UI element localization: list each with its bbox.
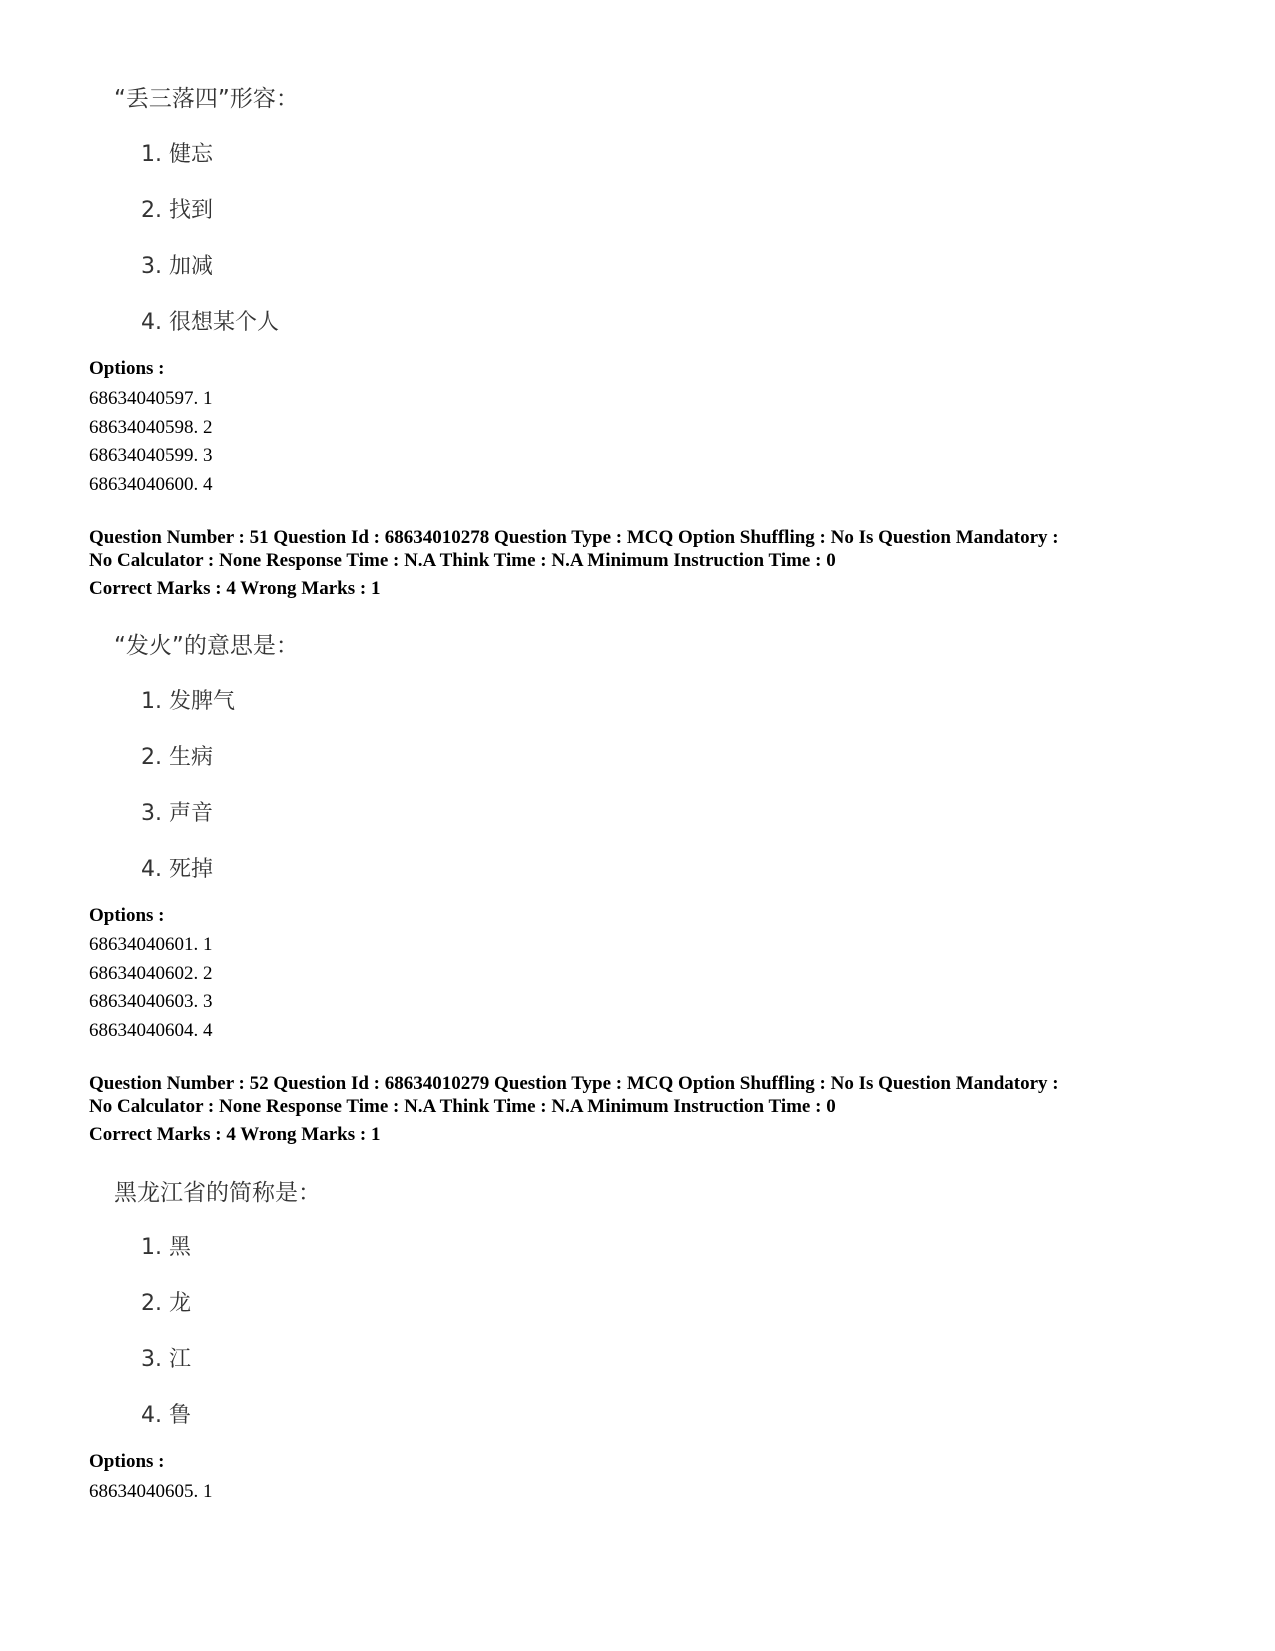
choice-item: 2. 龙 xyxy=(141,1291,191,1316)
choice-item: 3. 江 xyxy=(141,1347,191,1372)
choice-item: 3. 加减 xyxy=(141,254,213,279)
question-meta-line: No Calculator : None Response Time : N.A Think Time : N.A Minimum Instruction Time : 0 xyxy=(89,550,836,571)
question-meta-line: Question Number : 51 Question Id : 68634010278 Question Type : MCQ Option Shuffling : No Is Question Mandatory : xyxy=(89,527,1059,548)
choice-item: 3. 声音 xyxy=(141,801,213,826)
choice-item: 4. 鲁 xyxy=(141,1403,191,1428)
option-line: 68634040601. 1 xyxy=(89,934,213,955)
options-list xyxy=(89,1478,213,1507)
question-marks: Correct Marks : 4 Wrong Marks : 1 xyxy=(89,1124,381,1145)
question-marks: Correct Marks : 4 Wrong Marks : 1 xyxy=(89,578,381,599)
choice-item: 1. 健忘 xyxy=(141,142,213,167)
option-line: 68634040599. 3 xyxy=(89,445,213,466)
choice-item: 4. 很想某个人 xyxy=(141,310,279,335)
question-meta-line: No Calculator : None Response Time : N.A Think Time : N.A Minimum Instruction Time : 0 xyxy=(89,1096,836,1117)
option-line: 68634040600. 4 xyxy=(89,473,213,495)
option-line: 68634040603. 3 xyxy=(89,991,213,1012)
options-list xyxy=(89,385,213,499)
question-meta xyxy=(89,526,1059,572)
options-label: Options : xyxy=(89,358,165,379)
option-line: 68634040604. 4 xyxy=(89,1019,213,1041)
options-list xyxy=(89,931,213,1045)
question-meta-line: Question Number : 52 Question Id : 68634010279 Question Type : MCQ Option Shuffling : No Is Question Mandatory : xyxy=(89,1073,1059,1094)
options-label: Options : xyxy=(89,1451,165,1472)
option-line: 68634040605. 1 xyxy=(89,1481,213,1502)
choice-item: 1. 黑 xyxy=(141,1235,191,1260)
option-line: 68634040602. 2 xyxy=(89,962,213,984)
question-text: 黑龙江省的简称是： xyxy=(114,1180,321,1206)
choice-item: 4. 死掉 xyxy=(141,857,213,882)
choice-item: 1. 发脾气 xyxy=(141,689,235,714)
option-line: 68634040597. 1 xyxy=(89,388,213,409)
options-label: Options : xyxy=(89,905,165,926)
option-line: 68634040598. 2 xyxy=(89,416,213,438)
question-text: “丢三落四”形容： xyxy=(114,86,299,112)
choice-item: 2. 生病 xyxy=(141,745,213,770)
question-meta xyxy=(89,1072,1059,1118)
question-text: “发火”的意思是： xyxy=(114,633,299,659)
choice-item: 2. 找到 xyxy=(141,198,213,223)
